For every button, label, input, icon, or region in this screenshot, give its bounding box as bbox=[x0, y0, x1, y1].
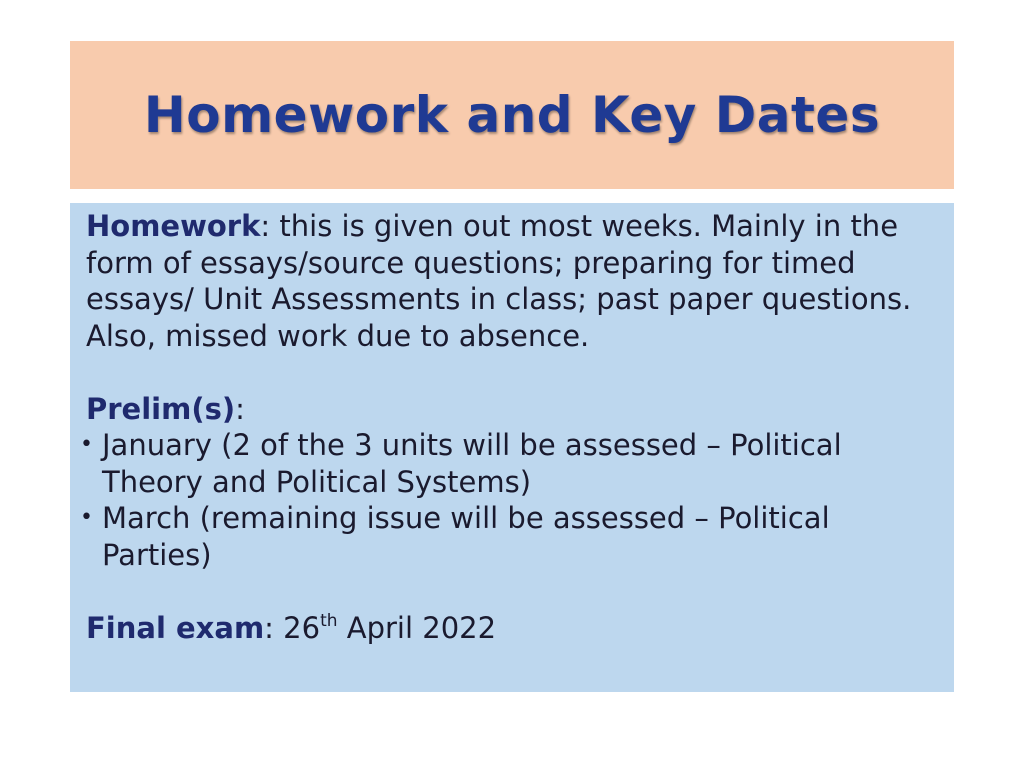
prelims-heading bbox=[86, 391, 940, 428]
homework-label: Homework bbox=[86, 209, 261, 243]
homework-separator: : bbox=[260, 209, 271, 243]
homework-paragraph bbox=[86, 208, 940, 354]
prelims-list bbox=[80, 427, 940, 573]
prelim-item-january bbox=[80, 427, 940, 500]
prelim-item-text: March (remaining issue will be assessed – Political Parties) bbox=[102, 501, 830, 572]
spacer bbox=[86, 573, 940, 610]
content-panel bbox=[70, 203, 954, 692]
spacer bbox=[86, 354, 940, 391]
final-exam-separator: : bbox=[264, 610, 274, 645]
title-banner bbox=[70, 41, 954, 189]
prelims-label: Prelim(s) bbox=[86, 391, 236, 426]
final-exam-ordinal: th bbox=[320, 610, 338, 631]
final-exam-label: Final exam bbox=[86, 610, 265, 645]
final-exam-day: 26 bbox=[273, 610, 321, 645]
prelim-item-text: January (2 of the 3 units will be assessed – Political Theory and Political Systems) bbox=[102, 428, 842, 499]
prelim-item-march bbox=[80, 500, 940, 573]
bullet-icon: • bbox=[80, 505, 93, 530]
prelims-separator: : bbox=[235, 391, 245, 426]
slide-title: Homework and Key Dates bbox=[143, 86, 881, 144]
bullet-icon: • bbox=[80, 432, 93, 457]
homework-text: this is given out most weeks. Mainly in the form of essays/source questions; preparing for timed essays/ Unit Assessments in class; past paper questions. Also, missed work due to absence. bbox=[86, 209, 912, 353]
final-exam-paragraph bbox=[86, 610, 940, 647]
final-exam-month-year: April 2022 bbox=[337, 610, 497, 645]
